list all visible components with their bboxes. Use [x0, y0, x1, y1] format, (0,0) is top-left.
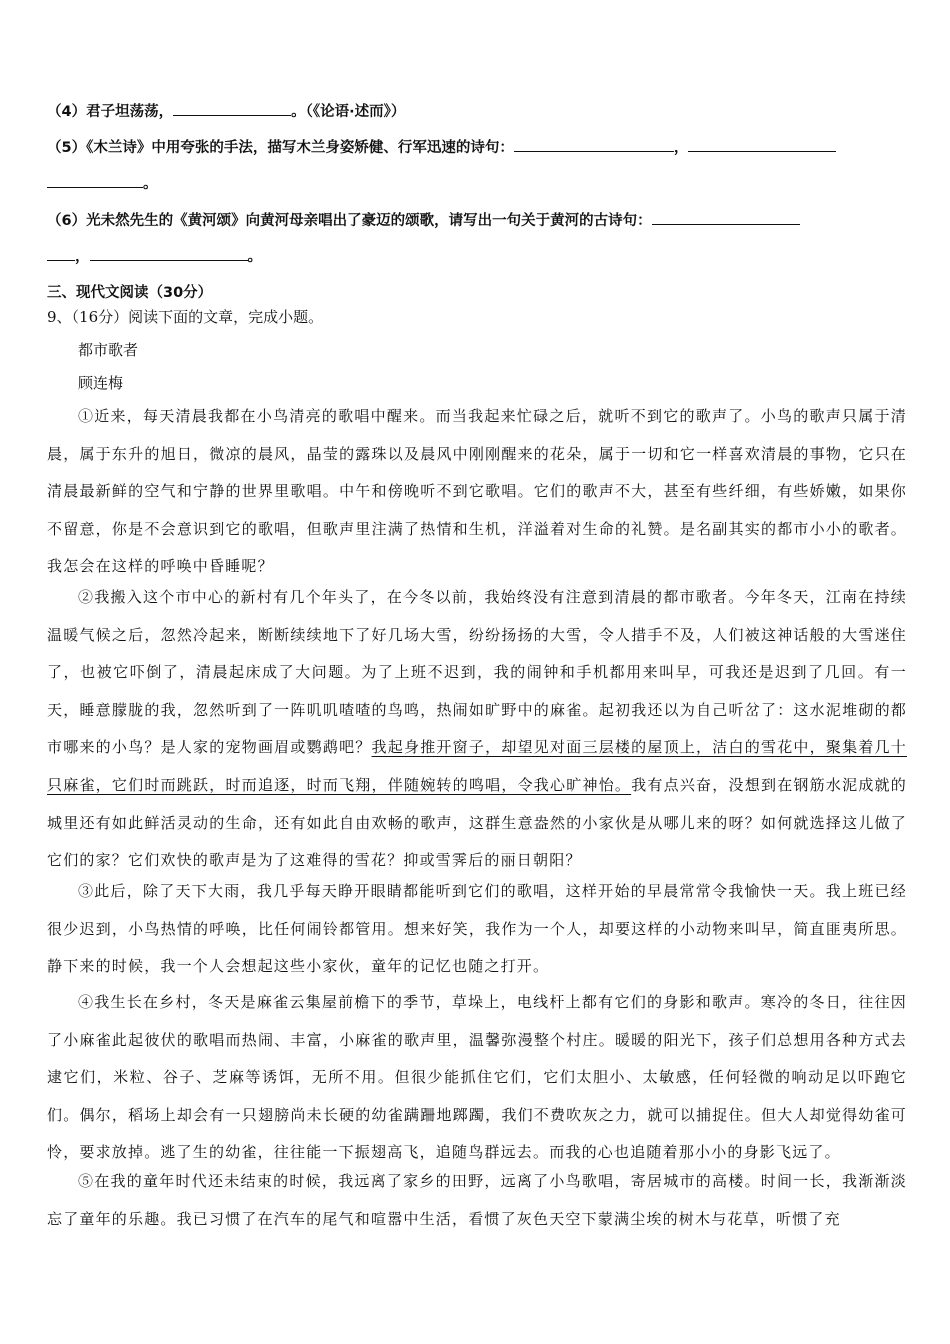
paragraph-2-part-1: ②我搬入这个市中心的新村有几个年头了，在今冬以前，我始终没有注意到清晨的都市歌者。今年冬天，江南在持续温暖气候之后，忽然冷起来，断断续续地下了好几场大雪，纷纷扬扬的大雪，令人措手不及，人们被这神话般的大雪迷住了，也被它吓倒了，清晨起床成了大问题。为了上班不迟到，我的闹钟和手机都用来叫早，可我还是迟到了几回。有一天，睡意朦胧的我，忽然听到了一阵叽叽喳喳的鸟鸣，热闹如旷野中的麻雀。起初我还以为自己听岔了：这水泥堆砌的都市哪来的小鸟？是人家的宠物画眉或鹦鹉吧？ — [47, 588, 907, 757]
paragraph-2 — [47, 579, 907, 880]
fill-item-6 — [47, 210, 907, 231]
underlined-sentence: 我起身推开窗子，却望见对面三层楼的屋顶上，洁白的雪花中，聚集着几十只麻雀，它们时而跳跃，时而追逐，时而飞翔，伴随婉转的鸣唱，令我心旷神怡。 — [47, 738, 907, 794]
fill-item-6-cont — [47, 246, 907, 267]
paragraph-1: ①近来，每天清晨我都在小鸟清亮的歌唱中醒来。而当我起来忙碌之后，就听不到它的歌声了。小鸟的歌声只属于清晨，属于东升的旭日，微凉的晨风，晶莹的露珠以及晨风中刚刚醒来的花朵，属于一切和它一样喜欢清晨的事物，它只在清晨最新鲜的空气和宁静的世界里歌唱。中午和傍晚听不到它歌唱。它们的歌声不大，甚至有些纤细，有些娇嫩，如果你不留意，你是不会意识到它的歌唱，但歌声里注满了热情和生机，洋溢着对生命的礼赞。是名副其实的都市小小的歌者。我怎会在这样的呼唤中昏睡呢？ — [47, 407, 907, 576]
answer-blank[interactable] — [688, 137, 836, 152]
fill-item-4-source: 。（《论语·述而》） — [291, 104, 406, 120]
article-author: 顾连梅 — [78, 374, 124, 392]
fill-item-5-text: （5）《木兰诗》中用夸张的手法，描写木兰身姿矫健、行军迅速的诗句： — [47, 140, 514, 156]
section-title: 三、现代文阅读（30分） — [47, 285, 213, 301]
answer-blank[interactable] — [47, 173, 143, 188]
period: 。 — [143, 176, 158, 192]
fill-item-5 — [47, 137, 907, 158]
fill-item-4 — [47, 101, 907, 122]
answer-blank[interactable] — [173, 101, 291, 116]
answer-blank[interactable] — [90, 246, 248, 261]
fill-item-4-text: （4）君子坦荡荡， — [47, 104, 174, 120]
answer-blank[interactable] — [652, 210, 800, 225]
paragraph-2-part-2: 我有点兴奋，没想到在钢筋水泥成就的城里还有如此鲜活灵动的生命，还有如此自由欢畅的歌声，这群生意盎然的小家伙是从哪儿来的呀？如何就选择这儿做了它们的家？它们欢快的歌声是为了这难得的雪花？抑或雪霁后的丽日朝阳？ — [47, 775, 907, 870]
paragraph-5: ⑤在我的童年时代还未结束的时候，我远离了家乡的田野，远离了小鸟歌唱，寄居城市的高楼。时间一长，我渐渐淡忘了童年的乐趣。我已习惯了在汽车的尾气和喧嚣中生活，看惯了灰色天空下蒙满尘埃的树木与花草，听惯了充 — [47, 1172, 907, 1228]
paragraph-3: ③此后，除了天下大雨，我几乎每天睁开眼睛都能听到它们的歌唱，这样开始的早晨常常令我愉快一天。我上班已经很少迟到，小鸟热情的呼唤，比任何闹铃都管用。想来好笑，我作为一个人，却要这样的小动物来叫早，简直匪夷所思。静下来的时候，我一个人会想起这些小家伙，童年的记忆也随之打开。 — [47, 882, 907, 976]
period: 。 — [247, 249, 262, 265]
article-title: 都市歌者 — [78, 341, 139, 359]
answer-blank[interactable] — [47, 246, 75, 261]
fill-item-5-cont — [47, 173, 907, 194]
comma: ， — [75, 249, 90, 265]
comma: ， — [673, 140, 689, 156]
paragraph-4: ④我生长在乡村，冬天是麻雀云集屋前檐下的季节，草垛上，电线杆上都有它们的身影和歌声。寒冷的冬日，往往因了小麻雀此起彼伏的歌唱而热闹、丰富，小麻雀的歌声里，温馨弥漫整个村庄。暖暖的阳光下，孩子们总想用各种方式去逮它们，米粒、谷子、芝麻等诱饵，无所不用。但很少能抓住它们，它们太胆小、太敏感，任何轻微的响动足以吓跑它们。偶尔，稻场上却会有一只翅膀尚未长硬的幼雀蹒跚地踯躅，我们不费吹灰之力，就可以捕捉住。但大人却觉得幼雀可怜，要求放掉。逃了生的幼雀，往往能一下振翅高飞，追随鸟群远去。而我的心也追随着那小小的身影飞远了。 — [47, 993, 907, 1162]
answer-blank[interactable] — [514, 137, 674, 152]
fill-item-6-text: （6）光未然先生的《黄河颂》向黄河母亲唱出了豪迈的颂歌，请写出一句关于黄河的古诗句： — [47, 213, 652, 229]
question-stem: 9、（16分）阅读下面的文章，完成小题。 — [47, 308, 324, 326]
